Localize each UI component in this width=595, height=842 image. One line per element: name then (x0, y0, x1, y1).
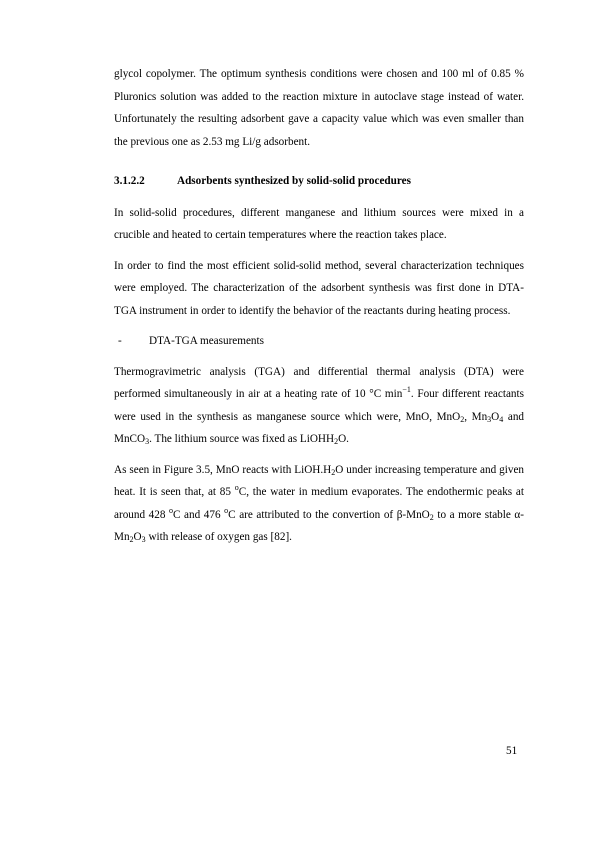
subscript: 2 (129, 535, 134, 544)
paragraph-1: glycol copolymer. The optimum synthesis conditions were chosen and 100 ml of 0.85 % Pluronics solution was added to the reaction mixture in autoclave stage instead of water. Unfortunately the resulting adsorbent gave a capacity value which was even smaller than the previous one as 2.53 mg Li/g adsorbent. (114, 68, 524, 148)
paragraph-4 (114, 361, 524, 451)
superscript: o (169, 505, 174, 515)
text-run: , Mn (464, 410, 488, 423)
paragraph-2: In solid-solid procedures, different manganese and lithium sources were mixed in a crucible and heated to certain temperatures where the reaction takes place. (114, 206, 524, 241)
text-run: Thermogravimetric analysis (TGA) and differential thermal analysis (DTA) were performed simultaneously in air at a heating rate of 10 °C min (114, 365, 524, 400)
text-run: . Four different reactants were used in the synthesis as manganese source which were, MnO, MnO (114, 388, 524, 423)
text-run: O. (338, 433, 349, 445)
subscript: 2 (331, 467, 336, 477)
section-heading (114, 170, 524, 193)
superscript: o (224, 505, 229, 515)
section-number: 3.1.2.2 (114, 175, 145, 187)
superscript: o (234, 483, 239, 492)
paragraph-5 (114, 459, 524, 549)
subscript: 2 (460, 414, 465, 424)
bullet-dash: - (118, 335, 122, 347)
text-run: C, the water in medium evaporates. The endothermic peaks at around 428 (114, 486, 524, 521)
text-run: O (491, 410, 500, 423)
text-run: . The lithium source was fixed as LiOHH (149, 433, 335, 445)
section-title: Adsorbents synthesized by solid-solid procedures (177, 175, 411, 187)
text-run: to a more stable α-Mn (114, 508, 524, 543)
page-number: 51 (506, 745, 518, 757)
paragraph-3: In order to find the most efficient solid-solid method, several characterization techniques were employed. The characterization of the adsorbent synthesis was first done in DTA-TGA instrument in order to identify the behavior of the reactants during heating process. (114, 259, 524, 317)
text-run: and MnCO (114, 410, 525, 445)
text-run: O (133, 531, 142, 543)
subscript: 3 (487, 414, 492, 424)
bullet-item (114, 330, 524, 353)
subscript: 3 (141, 535, 146, 544)
text-run: O under increasing temperature and given heat. It is seen that, at 85 (114, 463, 524, 498)
text-run: As seen in Figure 3.5, MnO reacts with LiOH.H (114, 463, 332, 476)
subscript: 2 (429, 512, 434, 522)
subscript: 2 (334, 437, 339, 446)
subscript: 3 (145, 437, 150, 446)
subscript: 4 (499, 414, 504, 424)
text-run: with release of oxygen gas [82]. (145, 531, 292, 543)
text-run: C are attributed to the convertion of β-MnO (228, 508, 430, 521)
superscript: −1 (402, 385, 411, 394)
page-body (114, 63, 524, 557)
text-run: C and 476 (173, 508, 225, 521)
bullet-text: DTA-TGA measurements (149, 335, 264, 347)
